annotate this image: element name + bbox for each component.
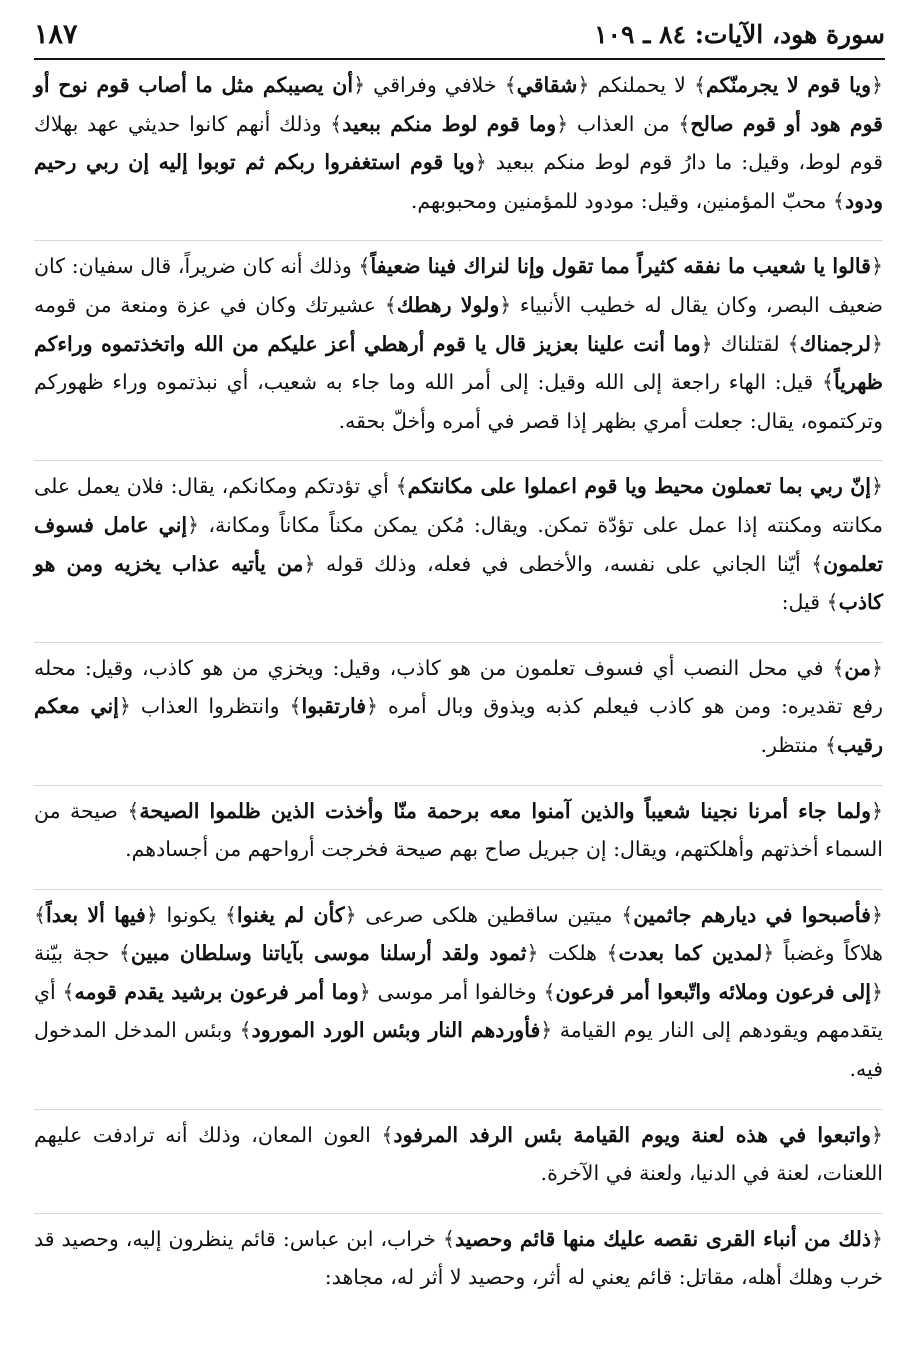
commentary-text: وانتظروا العذاب	[130, 694, 290, 719]
quran-verse: ويا قوم استغفروا ربكم ثم توبوا إليه إن ربي رحيم ودود	[34, 150, 883, 213]
commentary-text: أيّنا الجاني على نفسه، والأخطى في فعله، وذلك قوله	[315, 551, 812, 576]
commentary-text: لا يحملنكم	[589, 73, 694, 97]
quran-close-bracket: ﴾	[127, 798, 140, 823]
quran-open-bracket: ﴿	[187, 512, 200, 537]
commentary-paragraph	[34, 785, 883, 889]
quran-open-bracket: ﴿	[762, 941, 775, 966]
quran-open-bracket: ﴿	[556, 111, 569, 136]
quran-open-bracket: ﴿	[540, 1018, 553, 1043]
quran-open-bracket: ﴿	[353, 73, 366, 97]
commentary-paragraph	[34, 642, 883, 785]
quran-open-bracket: ﴿	[870, 902, 883, 927]
quran-open-bracket: ﴿	[870, 798, 883, 823]
quran-verse: من	[844, 655, 871, 680]
quran-open-bracket: ﴿	[871, 331, 884, 356]
quran-open-bracket: ﴿	[358, 979, 371, 1004]
quran-open-bracket: ﴿	[366, 694, 379, 719]
commentary-text: هلكت	[538, 941, 607, 966]
commentary-text: خراب، ابن عباس: قائم ينظرون إليه، وحصيد قد خرب وهلك أهله، مقاتل: قائم يعني له أثر، وحصيد لا أثر له، مجاهد:	[34, 1226, 883, 1290]
commentary-text: حجة بيّنة	[34, 941, 119, 966]
quran-verse: لمدين كما بعدت	[618, 941, 763, 966]
quran-open-bracket: ﴿	[700, 331, 713, 356]
quran-verse: وما أمر فرعون برشيد يقدم قومه	[74, 979, 359, 1004]
commentary-paragraph	[34, 1213, 883, 1317]
commentary-text: قيل:	[781, 590, 827, 615]
quran-close-bracket: ﴾	[62, 979, 75, 1004]
quran-verse: إنّ ربي بما تعملون محيط ويا قوم اعملوا على مكانتكم	[407, 474, 871, 499]
quran-open-bracket: ﴿	[474, 150, 487, 175]
quran-close-bracket: ﴾	[504, 73, 517, 97]
quran-verse: واتبعوا في هذه لعنة ويوم القيامة بئس الرفد المرفود	[393, 1122, 871, 1147]
quran-verse: كأن لم يغنوا	[236, 902, 345, 927]
commentary-text: صيحة من السماء أخذتهم وأهلكتهم، ويقال: إن جبريل صاح بهم صيحة فخرجت أرواحهم من أجسادهم.	[34, 798, 883, 862]
commentary-text: وبئس المدخل المدخول فيه.	[34, 1018, 883, 1082]
quran-close-bracket: ﴾	[224, 902, 237, 927]
commentary-text: في محل النصب أي فسوف تعلمون من هو كاذب، وقيل: ويخزي من هو كاذب، وقيل: محله رفع تقديره: ومن هو كاذب فيعلم كذبه ويذوق وبال أمره	[34, 655, 883, 719]
quran-verse: لرجمناك	[799, 331, 871, 356]
quran-open-bracket: ﴿	[499, 292, 512, 317]
quran-verse: فيها ألا بعداً	[46, 902, 146, 927]
quran-verse: ولما جاء أمرنا نجينا شعيباً والذين آمنوا معه برحمة منّا وأخذت الذين ظلموا الصيحة	[139, 798, 871, 823]
quran-verse: فأصبحوا في ديارهم جاثمين	[633, 902, 871, 927]
quran-close-bracket: ﴾	[826, 590, 839, 615]
quran-verse: وما قوم لوط منكم ببعيد	[342, 111, 557, 136]
commentary-text: من العذاب	[568, 111, 679, 136]
quran-open-bracket: ﴿	[344, 902, 357, 927]
commentary-text: ميتين ساقطين هلكى صرعى	[356, 902, 622, 927]
quran-verse: إني عامل فسوف تعلمون	[34, 512, 883, 576]
quran-verse: إني معكم رقيب	[34, 694, 883, 757]
quran-close-bracket: ﴾	[678, 111, 691, 136]
quran-close-bracket: ﴾	[821, 370, 834, 395]
quran-verse: ويا قوم لا يجرمنّكم	[705, 73, 871, 97]
quran-verse: قالوا يا شعيب ما نفقه كثيراً مما تقول وإنا لنراك فينا ضعيفاً	[370, 254, 871, 279]
quran-verse: إلى فرعون وملائه واتّبعوا أمر فرعون	[555, 979, 871, 1004]
quran-verse: ثمود ولقد أرسلنا موسى بآياتنا وسلطان مبين	[130, 941, 527, 966]
commentary-text: أي يتقدمهم ويقودهم إلى النار يوم القيامة	[34, 979, 883, 1043]
quran-open-bracket: ﴿	[870, 655, 883, 680]
commentary-text: أي تؤدتكم ومكانكم، يقال: فلان يعمل على مكانته ومكنته إذا عمل على تؤدّة تمكن. ويقال: مُكن يمكن مكناً مكاناً ومكانة،	[34, 474, 883, 537]
quran-close-bracket: ﴾	[824, 732, 837, 757]
quran-close-bracket: ﴾	[787, 331, 800, 356]
commentary-text: وذلك أنه كان ضريراً، قال سفيان: كان ضعيف البصر، وكان يقال له خطيب الأنبياء	[34, 254, 884, 317]
commentary-paragraph	[34, 889, 883, 1109]
quran-close-bracket: ﴾	[34, 902, 47, 927]
commentary-text: محبّ المؤمنين، وقيل: مودود للمؤمنين ومحبوبهم.	[410, 188, 833, 213]
quran-open-bracket: ﴿	[526, 941, 539, 966]
commentary-paragraph	[34, 460, 883, 641]
page-number: ١٨٧	[34, 18, 78, 50]
quran-verse: وما أنت علينا بعزيز قال يا قوم أرهطي أعز عليكم من الله واتخذتموه وراءكم ظهرياً	[34, 331, 883, 395]
quran-close-bracket: ﴾	[381, 1122, 394, 1147]
quran-close-bracket: ﴾	[384, 292, 397, 317]
quran-verse: فارتقبوا	[301, 694, 367, 719]
quran-open-bracket: ﴿	[870, 979, 883, 1004]
quran-close-bracket: ﴾	[832, 188, 845, 213]
commentary-text: خلافي وفراقي	[365, 73, 505, 97]
quran-open-bracket: ﴿	[118, 694, 131, 719]
quran-open-bracket: ﴿	[870, 73, 883, 97]
quran-verse: فأوردهم النار وبئس الورد المورود	[251, 1018, 541, 1043]
quran-close-bracket: ﴾	[442, 1226, 455, 1251]
quran-open-bracket: ﴿	[870, 1122, 883, 1147]
quran-close-bracket: ﴾	[395, 474, 408, 499]
quran-close-bracket: ﴾	[118, 941, 131, 966]
quran-close-bracket: ﴾	[239, 1018, 252, 1043]
page-header	[34, 10, 885, 60]
quran-open-bracket: ﴿	[145, 902, 158, 927]
quran-verse: شقاقي	[516, 73, 578, 97]
page-body	[34, 66, 883, 1317]
quran-verse: ذلك من أنباء القرى نقصه عليك منها قائم وحصيد	[454, 1226, 871, 1251]
quran-close-bracket: ﴾	[811, 551, 824, 576]
commentary-paragraph	[34, 240, 883, 460]
quran-close-bracket: ﴾	[358, 254, 371, 279]
quran-close-bracket: ﴾	[606, 941, 619, 966]
commentary-text: وخالفوا أمر موسى	[370, 979, 544, 1004]
commentary-text: هلاكاً وغضباً	[774, 941, 883, 966]
quran-open-bracket: ﴿	[870, 254, 883, 279]
quran-open-bracket: ﴿	[870, 1226, 883, 1251]
commentary-text: وذلك أنهم كانوا حديثي عهد بهلاك قوم لوط، وقيل: ما دارُ قوم لوط منكم ببعيد	[34, 111, 883, 175]
quran-open-bracket: ﴿	[870, 474, 883, 499]
commentary-text: العون المعان، وذلك أنه ترادفت عليهم اللعنات، لعنة في الدنيا، ولعنة في الآخرة.	[34, 1122, 883, 1186]
running-title: سورة هود، الآيات: ٨٤ ـ ١٠٩	[594, 19, 885, 49]
quran-close-bracket: ﴾	[289, 694, 302, 719]
commentary-paragraph	[34, 66, 883, 240]
commentary-paragraph	[34, 1109, 883, 1213]
quran-verse: أن يصيبكم مثل ما أصاب قوم نوح أو قوم هود أو قوم صالح	[34, 73, 883, 136]
quran-close-bracket: ﴾	[543, 979, 556, 1004]
quran-close-bracket: ﴾	[330, 111, 343, 136]
quran-verse: ولولا رهطك	[396, 292, 500, 317]
quran-close-bracket: ﴾	[832, 655, 845, 680]
quran-open-bracket: ﴿	[577, 73, 590, 97]
commentary-text: عشيرتك وكان في عزة ومنعة من قومه	[34, 292, 385, 317]
quran-close-bracket: ﴾	[621, 902, 634, 927]
quran-verse: من يأتيه عذاب يخزيه ومن هو كاذب	[34, 551, 883, 615]
commentary-text: لقتلناك	[712, 331, 788, 356]
quran-open-bracket: ﴿	[303, 551, 316, 576]
commentary-text: يكونوا	[157, 902, 225, 927]
quran-close-bracket: ﴾	[693, 73, 706, 97]
commentary-text: منتظر.	[760, 732, 825, 757]
commentary-text: قيل: الهاء راجعة إلى الله وقيل: إلى أمر الله وما جاء به شعيب، أي نبذتموه وراء ظهوركم وتركتموه، يقال: جعلت أمري بظهر إذا قصر في أمره وأخلّ بحقه.	[34, 370, 883, 433]
